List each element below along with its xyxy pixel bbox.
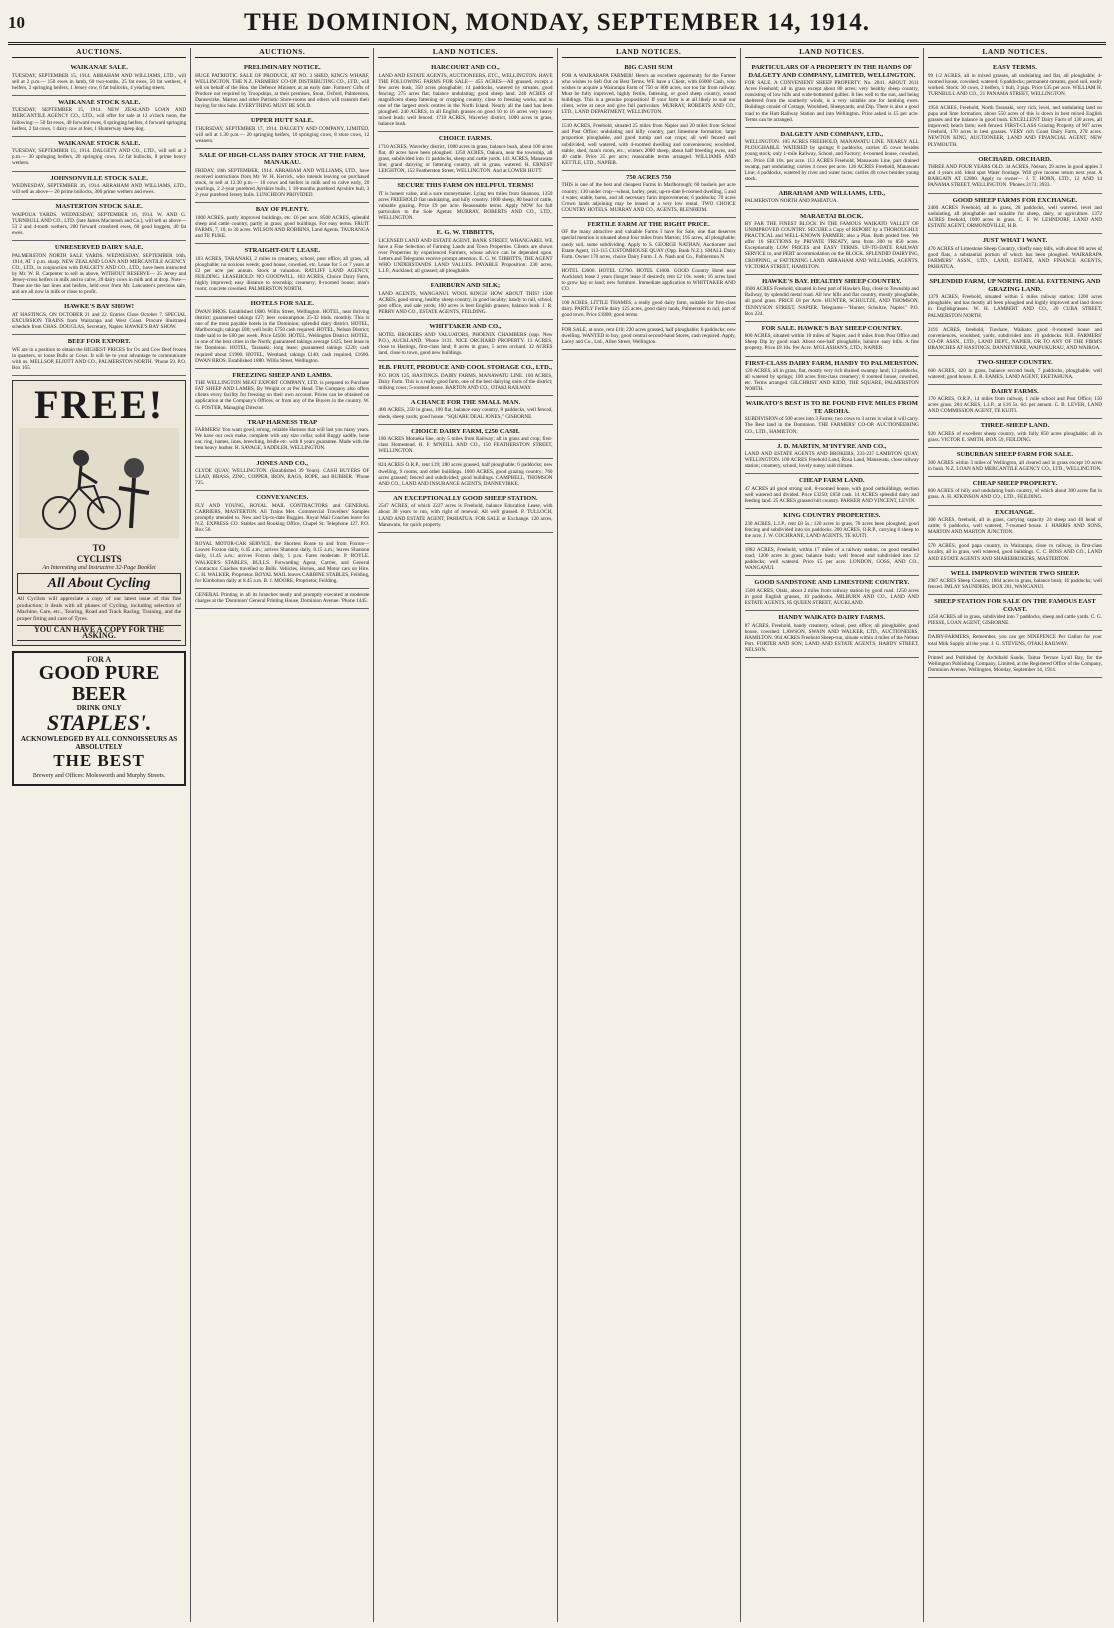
ad-title: FOR SALE. HAWKE'S BAY SHEEP COUNTRY.: [761, 324, 902, 332]
ad-title: CHOICE DAIRY FARM, £250 CASH.: [411, 427, 520, 435]
advertisement: [745, 357, 919, 398]
ad-body: 3191 ACRES, freehold, Tuwhare, Waikato; good 8-roomed house and conveniences, woolshed, yards; subdivided into 10 paddocks. H.B. FARMERS' CO-OP. ASSN., LTD., LAND DEPT., NAPIER, OR TO ANY OF THE FIRM'S BRANCHES AT HASTINGS, DANNEVIRKE, WAIPUKURAU, AND WAIROA.: [927, 326, 1103, 351]
column-3: [374, 48, 557, 1622]
advertisement: [378, 492, 552, 533]
ad-body: P.O. BOX 125, HASTINGS. DAIRY FARMS, MANAWATU LINE. 100 ACRES, Dairy Farm. This is a really good farm, one of the best dairying units of the district; milking cows; 5-roomed house. BARTON AND CO., OTAKI RAILWAY.: [378, 372, 553, 391]
ad-body: FLY AND YOUNG, ROYAL MAIL CONTRACTORS and GENERAL CARRIERS, MASTERTON. All Trains Met. Commercial Travellers' Samples promptly attended to. New and Up-to-date Buggies. Royal Mail Coaches leave for N.Z. EXPRESS CO. Stables and Booking Office, Chapel St. Telephone 127. P.O. Box 56.: [195, 502, 370, 534]
ads-list: [562, 61, 736, 350]
beer-staples: STAPLES'.: [46, 710, 152, 736]
to-line: TO: [92, 543, 106, 553]
advertisement: [378, 320, 552, 361]
ad-body: 170 ACRES, O.R.P., 14 miles from railway, 1 mile school and Post Office; 150 acres grass. 204 ACRES, L.I.P., at £16 5s. 6d. per annum. C. B. LEVER, LAND AND COMMISSION AGENT, TE KUITI.: [927, 396, 1103, 415]
advertisement: [378, 361, 552, 396]
advertisement: [562, 171, 736, 218]
column-header: AUCTIONS.: [195, 48, 369, 58]
advertisement: [745, 210, 919, 275]
advertisement: [745, 397, 919, 439]
ad-body: WAIPOUA YARDS. WEDNESDAY, SEPTEMBER 16, 1914. W. AND G. TURNBULL AND CO., LTD. (late James Macintosh and Co.), will sell as above— 53 2 and 4-tooth wethers, 200 forward crossbred ewes, 60 good hoggets, 40 fat ewes.: [12, 211, 187, 236]
free-heading: FREE!: [34, 381, 165, 427]
advertisement: [562, 297, 736, 323]
ad-body: 1710 ACRES, Waverley district, 1000 acres in grass, balance bush, about 100 acres flat, 40 acres have been ploughed. 1250 ACRES, Oakura, near the township, all grass, subdivided into 11 paddocks, sheep and cattle yards. 141 ACRES, Manawatu line; grand dairying or fattening country, all in grass, watered. H. ERNEST LEIGHTON, 152 Featherston Street, WELLINGTON. And at LOWER HUTT.: [378, 143, 553, 175]
ad-body: 400 ACRES, 250 in grass, 100 flat, balance easy country, 8 paddocks, well fenced, sheds, sheep yards; good house. "SQUARE DEAL JONES," GISBORNE.: [378, 407, 553, 420]
ad-title: CHEAP FARM LAND.: [798, 477, 865, 485]
ad-body: 2987 ACRES Sheep Country, 1864 acres in grass, balance bush; 16 paddocks; well fenced. IMLAY SAUNDERS, BOX 201, WANGANUI.: [927, 578, 1103, 591]
ad-body: ROYAL MOTOR-CAR SERVICE, the Shortest Route to and from Foxton—Leaves Foxton daily, 6.45 a.m.; arrives Shannon daily, 8.15 a.m.; leaves Shannon daily, 11.45 a.m.; arrives Foxton daily, 1 p.m. Fares moderate. P. BOYLE. WALKER'S STABLES, BULLS. Forwarding Agent, Carrier, and General Contractor. Coaches travelled to Bulls. Vehicles, Horses, and Motor cars on Hire. C. H. WALKER, Proprietor. ROYAL MAIL leaves CARBINE STABLES, Feilding, for Kimbolton daily at 8.45 a.m. B. J. MOORE, Proprietor, Feilding.: [195, 541, 370, 584]
ad-body: 230 ACRES, L.I.P., rent £8 5s.; 120 acres in grass, 70 acres been ploughed, good fencing and subdivided into six paddocks. 200 ACRES, O.R.P., carrying 6 sheep to the acre. J. W. COCHRANE, LAND AGENTS, TE KUITI.: [744, 520, 919, 539]
advertisement: [928, 652, 1102, 678]
ad-body: 1250 ACRES all in grass, subdivided into 7 paddocks, sheep and cattle yards. C. G. PIESSE, LOAN AGENT, GISBORNE.: [927, 614, 1103, 627]
ad-body: WELLINGTON. 105 ACRES FREEHOLD, MANAWATU LINE. NEARLY ALL PLOUGHABLE. WATERED by springs; 8 paddocks, carries 45 cows besides young stock; only 1-mile Railway, School, and Factory; 4-roomed house, cowshed, etc. Price £38 10s. per acre. 113 ACRES Freehold, Manawatu Line, part drained swamp, part undulating; carries 4 cows per acre. 126 ACRES Freehold, Manawatu Line; 4 paddocks, watered by river and water races; carries 40 cows besides young stock.: [744, 139, 919, 182]
advertisement: [928, 194, 1102, 235]
ad-title: CONVEYANCES.: [256, 494, 309, 502]
newspaper-title: THE DOMINION, MONDAY, SEPTEMBER 14, 1914.: [243, 9, 871, 36]
ad-title: HARCOURT AND CO.,: [431, 64, 500, 72]
advertisement: [12, 172, 186, 201]
ad-body: HUGE PATRIOTIC SALE OF PRODUCE, AT NO. 3 SHED, KING'S WHARF, WELLINGTON. THE N.Z. FARMERS' CO-OP. DISTRIBUTING CO., LTD., will sell on behalf of the Hon. the Defence Minister, at an early date. Farmers' Gifts of Produce not required by Troopships, at their premises, Stout, Oxford, Palmerston, Dannevirke, Marton and other Patriotic Store-rooms and others will transmit their buying for this Sale. EVERYTHING MUST BE SOLD.: [195, 72, 370, 110]
advertisement: [928, 567, 1102, 596]
column-header: LAND NOTICES.: [378, 48, 552, 58]
ad-title: HAWKE'S BAY. HEALTHY SHEEP COUNTRY.: [762, 277, 902, 285]
advertisement: [378, 132, 552, 179]
ask-line: YOU CAN HAVE A COPY FOR THE ASKING.: [17, 625, 181, 641]
beer-drink-only: DRINK ONLY: [76, 704, 122, 713]
advertisement: [745, 576, 919, 611]
advertisement: [745, 187, 919, 210]
column-1: [8, 48, 191, 1622]
ad-body: FOR SALE, at once, rent £10; 220 acres grassed, half ploughable; 6 paddocks; new dwelling. WANTED to buy, good central second-hand Stores, cash required. Apply, Lacey and Co., Ltd., Allen Street, Wellington.: [561, 326, 736, 345]
ad-body: 570 ACRES, good papa country, in Wairarapa, close to railway, in first-class locality, all in grass, well watered, good buildings. C. C. ROSS AND CO., LAND AND ESTATE AGENTS AND SHAREBROKERS, MASTERTON.: [927, 543, 1103, 562]
ad-body: Printed and Published by Archibald Sando, Taitua Terrace Lyall Bay, for the Wellington Publishing Company, Limited, at the Registered Office of the Company, Dominion Avenue, Wellington, Monday, September 14, 1914.: [927, 654, 1103, 673]
ad-body: FOR A WAIRARAPA FARMER! Here's an excellent opportunity for the Farmer who wishes to Sell Out on Best Terms. WE have a Client, with £6000 Cash, who wishes to acquire a Wairarapa Farm of 750 or 800 acres, not too far from railway. Must be fully improved, highly fertile, fattening, or good sheep country, sound buildings. This is a genuine proposition! If your farm is at all likely to suit our client, write at once and give full particulars. MURRAY, ROBERTS AND CO., LTD., LAND DEPARTMENT, WELLINGTON.: [561, 72, 736, 116]
ad-title: SUBURBAN SHEEP FARM FOR SALE.: [956, 451, 1074, 459]
advertisement: [562, 218, 736, 265]
column-2: [191, 48, 374, 1622]
advertisement: [378, 61, 552, 132]
ad-title: CHEAP SHEEP PROPERTY.: [972, 479, 1058, 487]
ads-list: [12, 61, 186, 376]
ad-title: CHOICE FARMS.: [438, 135, 492, 143]
ad-body: 47 ACRES all good strong soil, 8-roomed house, with good outbuildings, section well watered and divided. Price £3250; £650 cash. 14 ACRES splendid dairy and feeding land. 25 ACRES grassed hill country. PARKER AND VINCENT, LEVIN.: [744, 485, 919, 505]
ad-title: STRAIGHT-OUT LEASE.: [244, 247, 320, 255]
ad-title: J. D. MARTIN, M'INTYRE AND CO.,: [777, 442, 887, 450]
ad-body: SUBDIVISION of 500 acres into 3 Farms; two cows to 3 acres is what it will carry. The Best land in the Dominion. THE FARMERS' CO-OP. AUCTIONEERING CO., LTD., HAMILTON.: [744, 416, 919, 435]
advertisement: [928, 275, 1102, 323]
ad-title: MARAETAI BLOCK.: [800, 212, 864, 220]
advertisement: [928, 153, 1102, 194]
ad-body: 100 ACRES, LITTLE THAMES, a really good dairy farm, suitable for first-class dairy. PARTLY Fertile dairy 125 acres, good dairy lands, Palmerston to rail, part of good town. Price £1800; good terms.: [561, 300, 736, 319]
ad-title: FIRST-CLASS DAIRY FARM, HANDY TO PALMERSTON.: [745, 359, 919, 367]
ad-title: WAIKANAE SALE.: [70, 64, 128, 72]
ad-body: WEDNESDAY, SEPTEMBER 16, 1914. ABRAHAM AND WILLIAMS, LTD., will sell as above— 20 prime bullocks, 300 prime wethers and ewes.: [12, 183, 187, 196]
ad-title: H.B. FRUIT, PRODUCE AND COOL STORAGE CO., LTD.,: [378, 364, 553, 372]
advertisement: [562, 120, 736, 171]
ad-body: FOR SALE. A CONVENIENT SHEEP PROPERTY. No. 2041. ABOUT 2611 Acres Freehold; all in grass except about 80 acres; very healthy sheep country, consisting of low hills and wide-bottomed gullies. It lies well to the sun, and being sheltered from the southerly winds, is a very suitable one for lambing ewes. Buildings consist of Cottage, Woolshed, Sheepyards, and Dip. There is also a good road to the Hutt Railway Station and into Wellington. Price asked is £5 per acre. Terms can be arranged.: [744, 80, 919, 123]
ad-body: HOTEL £2000. HOTEL £2700. HOTEL £1000. GOOD Country Hotel near Auckland; lease 2 years (longer lease if desired); rent £2 10s. week; 16 acres land to grow hay or land; new furniture. Immediate application to WHITTAKER AND CO.: [561, 267, 736, 293]
ad-title: HAWKE'S BAY SHOW!: [64, 303, 135, 311]
advertisement: [195, 203, 369, 244]
advertisement: [195, 61, 369, 114]
ad-body: 103 ACRES, TARANAKI, 2 miles to creamery, school, post office; all grass, all ploughable; no noxious weeds; good house, cowshed, etc. Lease for 5 or 7 years at £2 per acre per annum. Stock at valuation. RATLIFF LAND AGENCY, FEILDING. LEASEHOLD: NO GOODWILL. 103 ACRES, Choice Dairy Farm, highly improved; easy distance to township; creamery; 8-roomed house; man's room; concrete cowshed. PALMERSTON NORTH.: [195, 255, 370, 293]
masthead: [8, 4, 1106, 45]
ads-list: [928, 61, 1102, 678]
advertisement: [745, 544, 919, 576]
advertisement: [12, 335, 186, 376]
ad-body: THIS is one of the best and cheapest Farms in Marlborough; 60 bushels per acre country; 130 under crop—wheat, barley, peas; up-to-date 8-roomed dwelling, 5 and 4 water, stable, barns, and all necessary farm improvements; 6 paddocks; 70 acres Crown lands adjoining may be leased at a very low rental. TWO CHOICE COUNTRY HOTELS. MURRAY AND CO., AGENTS, BLENHEIM.: [561, 182, 736, 213]
advertisement: [195, 369, 369, 416]
cycling-booklet-ad: [12, 380, 186, 646]
column-6: [924, 48, 1106, 1622]
ad-title: FAIRBURN AND SILK;: [430, 282, 501, 290]
ad-title: BIG CASH SUM: [624, 64, 673, 72]
advertisement: [745, 128, 919, 187]
advertisement: [12, 137, 186, 172]
ad-body: PALMERSTON NORTH SALE YARDS. WEDNESDAY, SEPTEMBER 16th, 1914, AT 1 p.m. sharp. NEW ZEALAND LOAN AND MERCANTILE AGENCY CO., LTD., in conjunction with DALGETY AND CO., LTD., have been instructed by Mr. W. B. Carpenter to sell as above, WITHOUT RESERVE— 25 Jersey and Jersey-cross heifers in milk and to calve, 20 dairy cows in milk and at drop. Note—These are the last lines and heifers, held over from Mr. Lancaster's previous sale, and are all now in milk or close to profit.: [12, 252, 187, 296]
advertisement: [562, 61, 736, 120]
ad-title: AN EXCEPTIONALLY GOOD SHEEP STATION.: [393, 494, 538, 502]
ad-title: HOTELS FOR SALE.: [250, 300, 314, 308]
advertisement: [195, 538, 369, 589]
advertisement: [928, 102, 1102, 153]
column-4: [558, 48, 741, 1622]
column-header: LAND NOTICES.: [928, 48, 1102, 58]
ad-body: 180 ACRES Motueka line, only 5 miles from Railway; all in grass and crop; first-class Homestead. H. F. M'NEILL AND CO., 150 FEATHERSTON STREET, WELLINGTON.: [378, 436, 553, 455]
advertisement: [928, 385, 1102, 420]
ad-body: BY FAR THE FINEST BLOCK IN THE FAMOUS WAIKATO VALLEY OF UNIMPROVED COUNTRY. SECURE a Copy of REPORT by a THOROUGHLY PRACTICAL and WELL-KNOWN FARMER; also a Plan. Both posted free. We offer 16 SECTIONS by PRIVATE TREATY, area from 200 to 850 acres. Exceptionally LOW PRICES and EASY TERMS. UP-TO-DATE RAILWAY SERVICE to, and PERT accommodation on the BLOCK. SPLENDID DAIRYING, CROPPING, or FATTENING LAND. ABRAHAM AND WILLIAMS, AGENTS, VICTORIA STREET, HAMILTON.: [744, 221, 919, 270]
ad-title: ABRAHAM AND WILLIAMS, LTD.,: [778, 189, 886, 197]
ad-title: TWO-SHEEP COUNTRY.: [977, 359, 1053, 366]
ad-title: KING COUNTRY PROPERTIES.: [783, 512, 881, 520]
advertisement: [195, 457, 369, 492]
ad-body: 824 ACRES O.R.P., rent £19; 280 acres grassed, half ploughable; 6 paddocks; new dwelling, 9 rooms, and other buildings. 1000 ACRES, good grazing country; 760 acres grassed; fenced and subdivided; good buildings. CAMPBELL, THOMSON AND CO., LAND AND INSURANCE AGENTS, DANNEVIRKE.: [378, 462, 553, 487]
ad-body: 300 ACRES within 3 miles of Wellington, all cleared and in grass except 10 acres in bush. N.Z. LOAN AND MERCANTILE AGENCY CO., LTD., WELLINGTON.: [927, 459, 1103, 472]
advertisement: [928, 61, 1102, 102]
ad-title: EXCHANGE.: [995, 508, 1035, 516]
beer-the-best: THE BEST: [53, 751, 145, 771]
beer-acknowledged: ACKNOWLEDGED BY ALL CONNOISSEURS AS ABSOLUTELY: [20, 735, 178, 752]
advertisement: [928, 506, 1102, 541]
ad-title: BAY OF PLENTY.: [255, 206, 309, 214]
ad-title: ORCHARD. ORCHARD.: [978, 155, 1052, 163]
ad-title: WELL IMPROVED WINTER TWO SHEEP.: [950, 569, 1080, 577]
advertisement: [195, 149, 369, 203]
advertisement: [928, 448, 1102, 477]
ad-title: SALE OF HIGH-CLASS DAIRY STOCK AT THE FARM, MANAKAU.: [199, 151, 366, 167]
ads-list: [195, 61, 369, 609]
ad-title: JUST WHAT I WANT.: [982, 237, 1048, 245]
ad-title: PARTICULARS OF A PROPERTY IN THE HANDS OF DALGETY AND COMPANY, LIMITED, WELLINGTON.: [748, 64, 916, 79]
staples-beer-ad: [12, 651, 186, 786]
advertisement: [562, 324, 736, 350]
ad-title: JOHNSONVILLE STOCK SALE.: [50, 174, 148, 182]
ad-body: LAND AGENTS, WANGANUI. WOOL KINGS! HOW ABOUT THIS? 1500 ACRES, good strong, healthy sheep country, in good locality; handy to rail, school, post office, and sale yards; 160 acres is best English grasses, balance bush. J. R. PERRY AND CO., ESTATE AGENTS, FEILDING.: [378, 290, 553, 316]
ad-body: FRIDAY, 18th SEPTEMBER, 1914. ABRAHAM AND WILLIAMS, LTD., have received instructions from Mr. W. H. Kerrick, who intends leaving on purchased stock, to sell at 12.30 p.m.— 18 cows and heifers in milk and to calve early, 20 yearlings, 2 2-year purebred Ayrshire bulls, 1 18-months purebred Ayrshire bull, 3 2-year purebred Jersey bulls. LUNCHEON PROVIDED.: [195, 167, 370, 199]
advertisement: [12, 241, 186, 300]
ad-title: WAIKATO'S BEST IS TO BE FOUND FIVE MILES FROM TE AROHA.: [745, 400, 918, 415]
ad-body: GENERAL Printing in all its branches neatly and promptly executed at moderate charges at the 'Dominion' General Printing House, Dominion Avenue. 'Phone 1445.: [195, 591, 370, 605]
ad-title: EASY TERMS.: [992, 64, 1037, 72]
ads-list: [745, 61, 919, 658]
advertisement: [195, 491, 369, 538]
advertisement: [928, 234, 1102, 275]
advertisement: [12, 61, 186, 96]
ad-body: 1500 ACRES, Otaki, about 2 miles from railway station by good road. 1250 acres in good English grasses, 10 paddocks. MILBURN AND CO., LAND AND ESTATE AGENTS, 85 QUEEN STREET, AUCKLAND.: [744, 587, 919, 607]
ad-body: PALMERSTON NORTH AND PAHIATUA.: [744, 198, 838, 205]
ad-body: TUESDAY, SEPTEMBER 15, 1914. DALGETY AND CO., LTD., will sell at 2 p.m.— 30 springing heifers, 20 springing cows, 12 fat bullocks, 8 prime heavy wethers.: [12, 148, 187, 167]
ad-body: THURSDAY, SEPTEMBER 17, 1914. DALGETY AND COMPANY, LIMITED, will sell at 1.30 p.m.— 20 springing heifers, 10 springing cows, 8 store cows, 12 weaners.: [195, 125, 370, 144]
ad-title: THREE-SHEEP LAND.: [980, 422, 1050, 430]
advertisement: [745, 322, 919, 357]
advertisement: [378, 459, 552, 491]
advertisement: [12, 200, 186, 241]
advertisement: [928, 631, 1102, 651]
advertisement: [928, 419, 1102, 448]
beer-for-a: FOR A: [86, 655, 112, 665]
advertisement: [928, 595, 1102, 631]
ad-body: AT HASTINGS, ON OCTOBER 21 and 22. Entries Close October 7. SPECIAL EXCURSION TRAINS from Wairarapa and West Coast. Procure illustrated schedule from CHAS. DOUGLAS, Secretary, Napier. HAWKE'S BAY SHOW.: [12, 311, 187, 330]
advertisement: [928, 540, 1102, 566]
ad-body: FARMERS! You want good, strong, reliable Harness that will last you many years. We have our own make, complete with any size collar, solid Buggy saddle, bone ear, ring, hames, lines, breeching, bridle etc. with 8 years guarantee. Made with the best heavy leather. H. SAVAGE, SADDLER, WELLINGTON.: [195, 427, 370, 452]
advertisement: [378, 179, 552, 226]
advertisement: [745, 509, 919, 544]
ad-body: 120 ACRES, all in grass, flat, mostly very rich drained swampy land; 12 paddocks, all watered by springs; 100 acres first-class creamery; 8 roomed house, cowshed, etc. Terms arranged. GILCHRIST AND KIDD, THE SQUARE, PALMERSTON NORTH.: [744, 368, 919, 393]
ad-body: 1950 ACRES, Freehold, North Taranaki, very rich, level, and undulating land on pupa and lime formation; about 550 acres of this is down in best mixed English grasses and the balance in good bush. EXCELLENT Dairy Farm of 130 acres, all improved; beach farm; well fenced. FIRST-CLASS Grazing Property of 907 acres Freehold, 170 acres in best grasses. VERY rich Coast Dairy Farm, 278 acres. NEWTON KING, AUCTIONEER, LAND AND FINANCIAL AGENT, NEW PLYMOUTH.: [927, 104, 1103, 148]
advertisement: [562, 265, 736, 297]
ad-body: WE are in a position to obtain the HIGHEST PRICES for Ox and Cow Beef frozen in quarters, or loose Bulls or Cows. It will be to your advantage to communicate with us. MELLSOP, ELIOTT AND CO., PALMERSTON NORTH. 'Phone 59. P.O. Box 165.: [12, 346, 187, 371]
advertisement: [195, 416, 369, 457]
column-header: LAND NOTICES.: [562, 48, 736, 58]
ad-body: 1379 ACRES, Freehold, situated within 5 miles railway station; 1200 acres ploughable, and has mostly all been ploughed and highly improved and land down in Englishgrasses. W. H. LAMBERT AND CO., 20 CUBA STREET, PALMERSTON NORTH.: [927, 294, 1103, 319]
ad-title: UPPER HUTT SALE.: [250, 117, 314, 125]
ad-body: 1882 ACRES, Freehold, within 17 miles of a railway station, on good metalled road; 1200 acres in grass; balance bush; well fenced and subdivided into 12 paddocks; well watered. Price £5 per acre. LONDON, GOSS, AND CO., WANGANUI.: [744, 547, 919, 572]
ad-body: 300 ACRES, freehold, all in grass, carrying capacity 24 sheep and 40 head of cattle; 6 paddocks, well watered, 7-roomed house. J. HARRIS AND SONS, MARTON AND MARTON JUNCTION.: [927, 517, 1103, 536]
ad-title: WAIKANAE STOCK SALE.: [58, 139, 141, 147]
cyclists-illustration: [19, 428, 179, 538]
beer-good-pure: GOOD PURE BEER: [38, 662, 160, 706]
ad-body: THREE AND FOUR YEARS OLD. 34 ACRES, Nelson; 29 acres in good apples 3 and 4 years old. Ideal spot Water frontage. Will give income return next year. A BARGAIN AT £2800. Apply to owner— J. T. HORN, LTD., 12 AND 14 PANAMA STREET, WELLINGTON. 'Phones 2173; 3933.: [927, 164, 1103, 189]
ad-body: 1000 ACRES, partly improved buildings, etc. £6 per acre. 8500 ACRES, splendid sheep and cattle country, partly in grass; good buildings. For easy terms. FRUIT FARMS, 7, 10, to 30 acres. WILSON AND ROBBINS, Land Agents, TAURANGA and TE PUKE.: [195, 214, 370, 240]
ad-body: TUESDAY, SEPTEMBER 15, 1914. ABRAHAM AND WILLIAMS, LTD., will sell at 2 p.m.— 150 ewes in lamb, 60 two-tooths, 25 fat ewes, 50 fat wethers, 6 heifers, 2 springing heifers, 1 Jersey cow, 6 fat bullocks, 4 yearling steers.: [12, 72, 187, 91]
ad-title: UNRESERVED DAIRY SALE.: [54, 244, 144, 252]
advertisement: [928, 356, 1102, 385]
ad-body: 99 1/2 ACRES, all in mixed grasses, all undulating and flat, all ploughable; 4-roomed house, cowshed; watered; 6 paddocks; permanent streams, good soil, easily worked. Stock: 30 cows, 2 heifers, 1 bull, 3 pigs. Price £35 per acre. WILLIAM H. TURNBULL AND CO., 21 PANAMA STREET, WELLINGTON.: [927, 72, 1103, 97]
advertisement: [12, 300, 186, 335]
advertisement: [928, 324, 1102, 356]
ad-body: DWAN BROS. Established 1880. Willis Street, Wellington. HOTEL, near thriving district; guaranteed takings £27; beer consumption 25-32 hhds. monthly. This is one of the most payable hotels in the Dominion; splendid dairy district. HOTEL, Marlborough; takings £80; well built; £750 cash required. HOTEL, Nelson District; trade said to be £60 per week. Price £4500. HOTEL, Wellington District. HOTEL, in one of the best cities in the North; guaranteed takings average £425; best lease in the Dominion. HOTEL, Taranaki; long lease; guaranteed takings £220; cash required about £1900. HOTEL, Westland; takings £140; cash required, £1600. DWAN BROS. Established 1880. Willis Street, Wellington.: [195, 308, 370, 364]
ad-body: LAND AND ESTATE AGENTS AND BROKERS, 233-237 LAMBTON QUAY, WELLINGTON. 100 ACRES Freehold Land, Rosa Land, Manawatu, close railway station; creamery, school, lovely sunny sold climate.: [744, 451, 919, 470]
advertisement: [378, 226, 552, 279]
ad-body: 920 ACRES of excellent sheep country, with fully 850 acres ploughable; all in grass. VICTOR E. SMITH, BOX 59, FEILDING.: [927, 430, 1103, 444]
column-header: AUCTIONS.: [12, 48, 186, 58]
ad-body: 600 ACRES, 420 in grass, balance second bush, 7 paddocks, ploughable; well watered; good house. E. R. EAMES, LAND AGENT, EKETAHUNA.: [927, 367, 1103, 380]
advertisement: [745, 474, 919, 509]
ad-title: GOOD SHEEP FARMS FOR EXCHANGE.: [952, 196, 1078, 204]
advertisement: [195, 297, 369, 368]
ad-title: 750 ACRES 750: [626, 173, 672, 181]
ad-body: 1600 ACRES Freehold, situated in best part of Hawke's Bay, close to Township and Railway, by splendid metal road. All low hills and flat country, mostly ploughable, all good grass. PRICE £8 per Acre. HUNTER, SCHULTZE, AND THOMSON, TENNYSON STREET, NAPIER. Telegrams—"Hunter, Schultze, Napier." P.O. Box 224.: [744, 286, 919, 317]
columns: [8, 48, 1106, 1622]
ad-body: HOTEL BROKERS AND VALUATORS, PHOENIX CHAMBERS (opp. New P.O.), AUCKLAND. 'Phone 3131. NICE ORCHARD PROPERTY. 13 ACRES, close to Hastings, first-class land; 8 acres in grass, 5 acres orchard. 32 ACRES land, close to town, good new buildings.: [378, 331, 553, 357]
ad-title: HANDY WAIKATO DAIRY FARMS.: [778, 614, 886, 622]
ad-body: TUESDAY, SEPTEMBER 15, 1914. NEW ZEALAND LOAN AND MERCANTILE AGENCY CO., LTD., will offer for sale at 12 o'clock noon, the following:— 50 fat ewes, 40 forward ewes, 6 springing heifers, 4 forward springing heifers, 2 fat cows, 1 dairy cow at foot, 1 Hunterway sheep dog.: [12, 107, 187, 132]
booklet-title: All About Cycling: [17, 573, 181, 594]
advertisement: [928, 477, 1102, 506]
advertisement: [195, 114, 369, 149]
ad-title: FERTILE FARM AT THE RIGHT PRICE.: [587, 220, 710, 228]
ad-title: WHITTAKER AND CO.,: [429, 323, 502, 331]
ad-body: 2400 ACRES Freehold, all in grass, 28 paddocks, well watered, level and undulating, all ploughable and suitable for sheep, dairy, or agriculture. 1372 ACRES freehold, 1000 acres in grass. C. F. W. LEHNDORF, LAND AND ESTATE AGENT, ORMONDVILLE, H.B.: [927, 205, 1103, 230]
ad-title: FREEZING SHEEP AND LAMBS.: [232, 371, 333, 379]
ad-body: 800 ACRES of hilly and undulating bush country, of which about 300 acres flat in grass. A. H. ATKINSON AND CO., LTD., FEILDING.: [927, 488, 1103, 501]
booklet-description: All Cyclists will appreciate a copy of our latest issue of this fine production; it deals with all phases of Cycling, including selection of Machine, Care, etc., Touring, Road and Track Racing, Training, and the proper fitting and care of Tyres.: [17, 596, 182, 622]
ad-title: DALGETY AND COMPANY, LTD.,: [780, 130, 883, 138]
ad-body: 1510 ACRES, Freehold, situated 25 miles from Napier and 20 miles from School and Post Office; undulating and hilly country, part limestone formation; large proportion ploughable, and good turnip and oat crops; all well fenced and subdivided, well watered, with 4-roomed dwelling and conveniences; woolshed, stable, shed, man's room, etc.; winters 2000 sheep, about half breeding ewes, and 40 cattle. Price 25 per acre; reasonable terms arranged. WILLIAMS AND KETTLE, LTD., NAPIER.: [561, 123, 736, 166]
ad-body: 87 ACRES, Freehold, handy creamery, school, post office; all ploughable; good house, cowshed. LAWSON, SWAIN AND WALKER, LTD., AUCTIONEERS, HAMILTON. 964 ACRES Freehold Sheep-run, situate within 4 miles of the Nelson Port. FORTER AND SON, LAND AND ESTATE AGENTS, HARDY STREET, NELSON.: [744, 622, 919, 654]
ad-body: DAIRY-FARMERS, Remember, you can get NINEPENCE Per Gallon for your total Milk Supply all the year. J. G. STEVENS, OTAKI RAILWAY.: [927, 634, 1103, 647]
ad-title: MASTERTON STOCK SALE.: [55, 203, 143, 211]
beer-brewery: Brewery and Offices: Molesworth and Murphy Streets.: [32, 773, 166, 780]
advertisement: [745, 611, 919, 658]
ad-title: DAIRY FARMS.: [991, 387, 1039, 395]
ads-list: [378, 61, 552, 533]
ad-body: CLYDE QUAY, WELLINGTON. (Established 39 Years). CASH BUYERS OF LEAD, BRASS, ZINC, COPPER, IRON, RAGS, ROPE, and RUBBER. 'Phone 725.: [195, 468, 370, 487]
advertisement: [195, 244, 369, 297]
advertisement: [745, 275, 919, 322]
ad-title: E. G. W. TIBBITTS,: [436, 229, 495, 237]
ad-title: TRAP HARNESS TRAP: [247, 418, 318, 426]
ad-title: A CHANCE FOR THE SMALL MAN.: [410, 398, 521, 406]
cyclists-line: CYCLISTS: [76, 554, 122, 564]
ad-body: 600 ACRES, situated within 10 miles of Napier, and 8 miles from Post Office and Sheep Dip by good road. About one-half ploughable, balance easy hills. A fine property. Price £8 10s. Per Acre. M'GLASHAN'S, LTD., NAPIER.: [744, 333, 919, 352]
ad-body: THE WELLINGTON MEAT EXPORT COMPANY, LTD. is prepared to Purchase FAT SHEEP AND LAMBS, By Weight or at Per Head. The Company also offers clients every facility for freezing on their own account. Prices can be obtained on application at the Company's Offices, or from any of the Buyers in the country. W. G. FOSTER, Managing Director.: [195, 380, 370, 411]
advertisement: [378, 279, 552, 320]
advertisement: [745, 440, 919, 475]
ad-body: 2547 ACRES, of which 2227 acres is Freehold, balance Education Lease, with about 30 years to run, with right of renewal. All well grassed. P. TULLOCH, LAND AND ESTATE AGENT, PAHIATUA. FOR SALE or Exchange. 120 acres, Manawatu, for quick property.: [378, 503, 553, 528]
ad-body: 470 ACRES of Limestone Sheep Country, chiefly easy hills, with about 80 acres of good flats, a substantial portion of which has been ploughed. WAIRARAPA FARMERS' ASSN., LTD., LAND, ESTATE, AND FINANCE AGENTS, PAHIATUA.: [927, 245, 1103, 271]
ad-title: SECURE THIS FARM ON HELPFUL TERMS!: [397, 182, 534, 190]
ad-title: BEEF FOR EXPORT.: [67, 338, 131, 346]
column-header: LAND NOTICES.: [745, 48, 919, 58]
advertisement: [378, 396, 552, 425]
ad-body: LAND AND ESTATE AGENTS, AUCTIONEERS, ETC., WELLINGTON. HAVE THE FOLLOWING FARMS FOR SALE— 455 ACRES—All grassed, except a few acres bush, 350 acres ploughable; 14 paddocks, watered by streams, good fencing; 275 acres flat; balance undulating; good sheep land. 240 ACRES of magnificent sheep fattening or cropping country, close to freezing works, and to one of the largest stock centres in the North Island. Nearly all the land has been ploughed. 240 ACRES, in all English grasses on good 10 to 16 acres very heavy mixed bush; well fenced. 1710 ACRES, Waverley district, 1000 acres in grass, balance bush.: [378, 72, 553, 128]
ad-title: SHEEP STATION FOR SALE ON THE FAMOUS EAST COAST.: [934, 598, 1096, 613]
column-5: [741, 48, 924, 1622]
advertisement: [195, 589, 369, 609]
ad-title: GOOD SANDSTONE AND LIMESTONE COUNTRY.: [754, 579, 910, 587]
page-number: 10: [8, 13, 25, 32]
ad-body: OF the many attractive and valuable Farms I have for Sale, one that deserves special mention is situated about four miles from Marton; 195 acres, all ploughable; sandy soil, some subdividing. Apply to S. GEORGE NATHAN, Auctioneer and Estate Agent, 113-115 CUSTOMHOUSE QUAY (Opp. Bank N.Z.). SMALL Dairy Farm. Owner 170 acres, choice Dairy Farm. J. A. Nash and Co., Palmerston N.: [561, 229, 736, 260]
advertisement: [12, 96, 186, 137]
ad-body: LICENSED LAND AND ESTATE AGENT, BANK STREET, WHANGAREI. WE have a Fine Selection of Farming Lands and Town Properties. Clients are shown over Properties by experienced Farmers, whose advice can be depended upon. Letters and Telegrams receive prompt attention. E. G. W. TIBBITTS, THE AGENT WHO UNDERSTANDS LAND VALUES. PAYABLE Proposition: 230 acres, L.I.P., Auckland; all grassed; all ploughable.: [378, 237, 553, 275]
ad-title: SPLENDID FARM, UP NORTH. IDEAL FATTENING AND GRAZING LAND.: [929, 278, 1101, 293]
advertisement: [745, 61, 919, 128]
booklet-description-line: An Interesting and Instructive 32-Page Booklet: [42, 565, 156, 571]
ad-title: WAIKANAE STOCK SALE.: [58, 98, 141, 106]
ad-body: IT is honest value, and a sure moneymaker. Lying ten miles from Shannon, 1350 acres FREEHOLD flat undulating, and hilly country. 1000 sheep, 80 head of cattle, valuable grazing. Price £9 per acre. Reasonable terms. Apply NOW for full particulars to the Sole Agents: MURRAY, ROBERTS AND CO., LTD., WELLINGTON.: [378, 190, 553, 222]
ad-title: PRELIMINARY NOTICE.: [243, 64, 321, 72]
ad-title: JONES AND CO.,: [256, 459, 309, 467]
advertisement: [378, 425, 552, 460]
